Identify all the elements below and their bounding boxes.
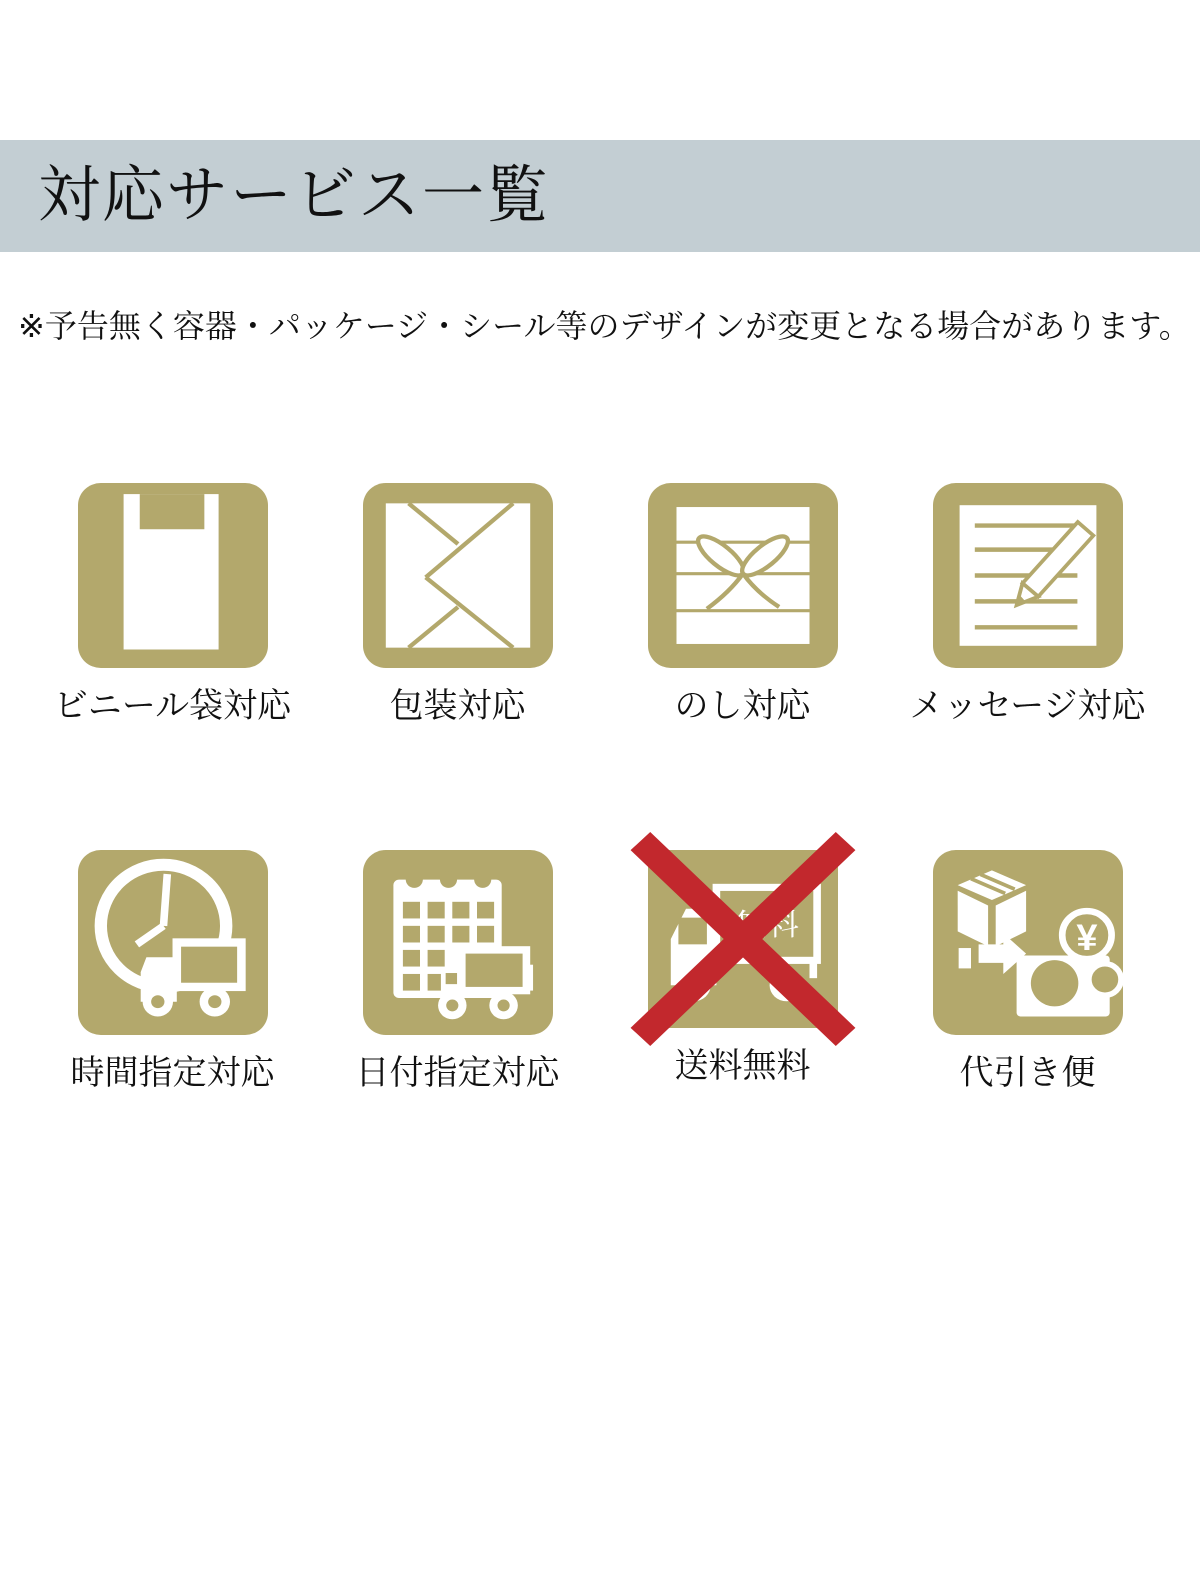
service-grid xyxy=(30,483,1170,1097)
service-item-noshi xyxy=(600,483,885,730)
service-item-message xyxy=(885,483,1170,730)
service-label: メッセージ対応 xyxy=(909,686,1146,725)
service-label: 時間指定対応 xyxy=(70,1053,275,1092)
bag-shape xyxy=(123,494,218,649)
service-item-gift-wrap xyxy=(315,483,600,730)
calendar-truck-icon xyxy=(363,850,553,1035)
cash-on-delivery-icon xyxy=(933,850,1123,1035)
plastic-bag-icon xyxy=(78,483,268,668)
service-label: のし対応 xyxy=(674,686,811,725)
service-label: 送料無料 xyxy=(674,1046,811,1085)
truck-free-text: 無料 xyxy=(733,907,799,942)
message-card-icon xyxy=(933,483,1123,668)
section-header-band xyxy=(0,140,1200,252)
gift-wrap-icon xyxy=(363,483,553,668)
disclaimer-note: ※予告無く容器・パッケージ・シール等のデザインが変更となる場合があります。 xyxy=(18,308,1191,344)
yen-symbol: ¥ xyxy=(1075,915,1097,958)
service-item-cod xyxy=(885,850,1170,1097)
noshi-ribbon-icon xyxy=(648,483,838,668)
page-title: 対応サービス一覧 xyxy=(38,161,551,230)
service-label: 包装対応 xyxy=(389,686,526,725)
service-label: ビニール袋対応 xyxy=(53,686,292,725)
service-item-free-shipping xyxy=(600,850,885,1097)
service-label: 日付指定対応 xyxy=(355,1053,560,1092)
service-item-time xyxy=(30,850,315,1097)
service-label: 代引き便 xyxy=(959,1053,1096,1092)
shipping-truck-icon xyxy=(648,850,838,1028)
service-item-plastic-bag xyxy=(30,483,315,730)
service-item-date xyxy=(315,850,600,1097)
clock-truck-icon xyxy=(78,850,268,1035)
